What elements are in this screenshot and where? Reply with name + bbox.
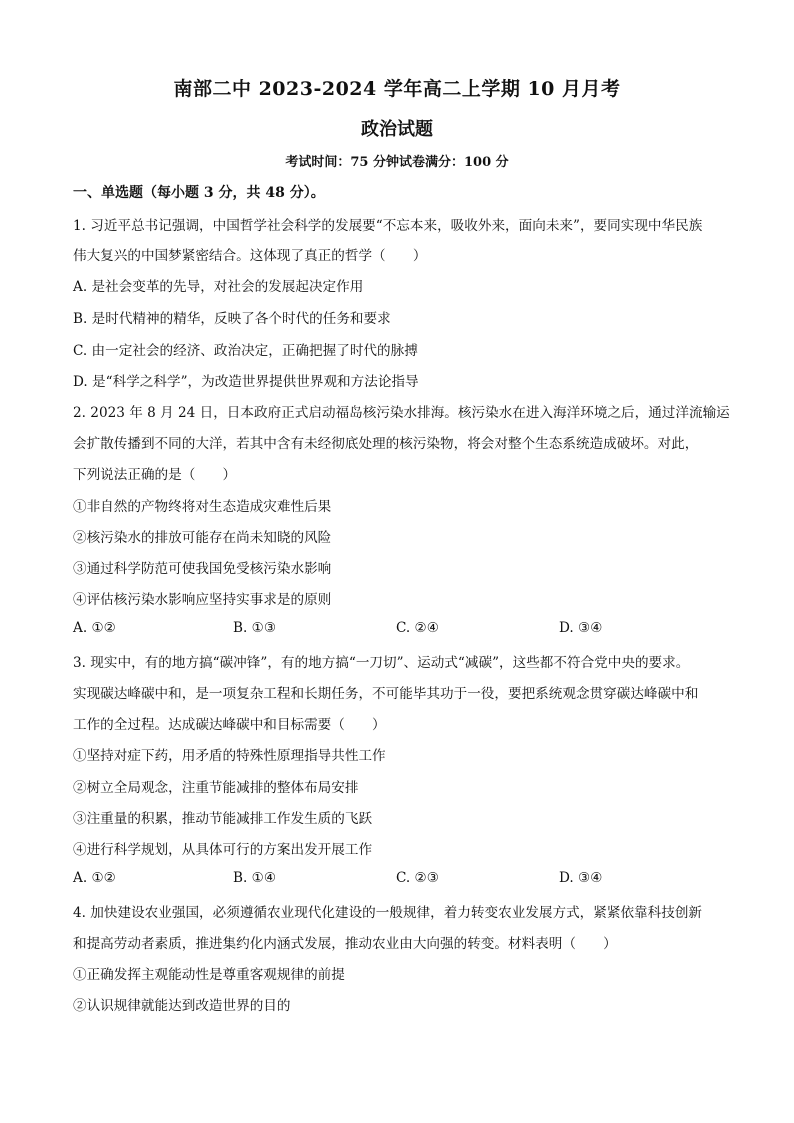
- question-3-statement-2: ②树立全局观念，注重节能减排的整体布局安排: [73, 780, 359, 796]
- question-1-stem-line: 伟大复兴的中国梦紧密结合。这体现了真正的哲学（ ）: [73, 248, 427, 264]
- question-3-option-b: B. ①④: [233, 870, 277, 886]
- question-3-option-c: C. ②③: [396, 870, 439, 886]
- question-3-option-a: A. ①②: [73, 870, 116, 886]
- question-1-choice-b: B. 是时代精神的精华，反映了各个时代的任务和要求: [73, 311, 391, 327]
- exam-meta: 考试时间：75 分钟试卷满分：100 分: [285, 155, 509, 170]
- question-2-option-c: C. ②④: [396, 620, 439, 636]
- question-2-option-a: A. ①②: [73, 620, 116, 636]
- question-4-statement-1: ①正确发挥主观能动性是尊重客观规律的前提: [73, 967, 345, 983]
- question-1-choice-d: D. 是“科学之科学”，为改造世界提供世界观和方法论指导: [73, 374, 419, 390]
- question-2-stem-line: 2. 2023 年 8 月 24 日，日本政府正式启动福岛核污染水排海。核污染水在进入海洋环境之后，通过洋流输运: [73, 405, 730, 421]
- question-1-stem-line: 1. 习近平总书记强调，中国哲学社会科学的发展要“不忘本来，吸收外来，面向未来”，要同实现中华民族: [73, 218, 703, 234]
- question-2-stem-line: 下列说法正确的是（ ）: [73, 467, 237, 483]
- section-heading: 一、单选题（每小题 3 分，共 48 分）。: [73, 185, 325, 201]
- question-3-stem-line: 工作的全过程。达成碳达峰碳中和目标需要（ ）: [73, 717, 386, 733]
- question-3-option-d: D. ③④: [559, 870, 603, 886]
- question-4-stem-line: 和提高劳动者素质，推进集约化内涵式发展，推动农业由大向强的转变。材料表明（ ）: [73, 936, 617, 952]
- question-2-option-d: D. ③④: [559, 620, 603, 636]
- question-2-statement-2: ②核污染水的排放可能存在尚未知晓的风险: [73, 530, 332, 546]
- question-2-stem-line: 会扩散传播到不同的大洋，若其中含有未经彻底处理的核污染物，将会对整个生态系统造成破坏。对此，: [73, 436, 699, 452]
- question-3-stem-line: 实现碳达峰碳中和，是一项复杂工程和长期任务，不可能毕其功于一役，要把系统观念贯穿碳达峰碳中和: [73, 686, 699, 702]
- question-3-stem-line: 3. 现实中，有的地方搞“碳冲锋”，有的地方搞“一刀切”、运动式“减碳”，这些都不符合党中央的要求。: [73, 655, 690, 671]
- question-3-statement-1: ①坚持对症下药，用矛盾的特殊性原理指导共性工作: [73, 748, 386, 764]
- question-3-statement-3: ③注重量的积累，推动节能减排工作发生质的飞跃: [73, 811, 373, 827]
- question-2-option-b: B. ①③: [233, 620, 277, 636]
- question-1-choice-a: A. 是社会变革的先导，对社会的发展起决定作用: [73, 279, 364, 295]
- question-3-statement-4: ④进行科学规划，从具体可行的方案出发开展工作: [73, 842, 373, 858]
- question-2-statement-1: ①非自然的产物终将对生态造成灾难性后果: [73, 499, 332, 515]
- question-1-choice-c: C. 由一定社会的经济、政治决定，正确把握了时代的脉搏: [73, 343, 418, 359]
- question-2-statement-3: ③通过科学防范可使我国免受核污染水影响: [73, 561, 332, 577]
- exam-title: 南部二中 2023-2024 学年高二上学期 10 月月考: [173, 78, 621, 100]
- question-2-statement-4: ④评估核污染水影响应坚持实事求是的原则: [73, 592, 332, 608]
- question-4-stem-line: 4. 加快建设农业强国，必须遵循农业现代化建设的一般规律，着力转变农业发展方式，紧紧依靠科技创新: [73, 905, 703, 921]
- exam-subject: 政治试题: [361, 119, 433, 140]
- question-4-statement-2: ②认识规律就能达到改造世界的目的: [73, 998, 291, 1014]
